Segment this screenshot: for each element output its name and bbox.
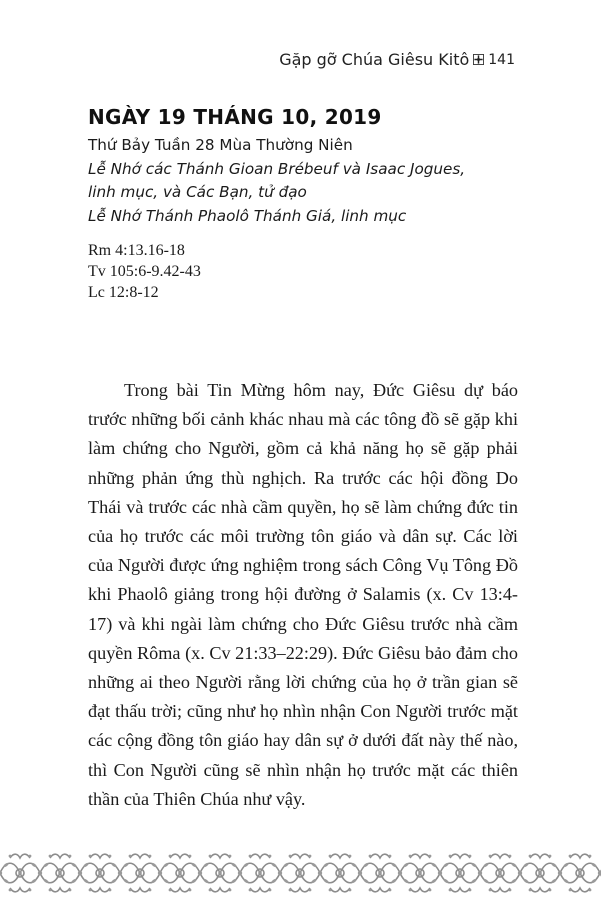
memorial-line: linh mục, và Các Bạn, tử đạo <box>88 183 307 201</box>
scripture-readings <box>88 240 201 303</box>
floral-border-ornament <box>0 848 601 898</box>
reading-reference: Rm 4:13.16-18 <box>88 242 185 259</box>
running-header <box>279 50 515 69</box>
date-heading: NGÀY 19 THÁNG 10, 2019 <box>88 105 382 129</box>
page-number: 141 <box>488 51 515 68</box>
memorial-line: Lễ Nhớ các Thánh Gioan Brébeuf và Isaac Jogues, <box>88 159 466 178</box>
reading-reference: Tv 105:6-9.42-43 <box>88 263 201 280</box>
book-title: Gặp gỡ Chúa Giêsu Kitô <box>279 50 470 69</box>
liturgy-block <box>88 134 465 228</box>
liturgical-day: Thứ Bảy Tuần 28 Mùa Thường Niên <box>88 136 353 154</box>
reflection-paragraph: Trong bài Tin Mừng hôm nay, Đức Giêsu dự báo trước những bối cảnh khác nhau mà các tông đồ sẽ gặp khi làm chứng cho Người, gồm cả khả năng họ sẽ gặp phải những phản ứng thù nghịch. Ra trước các hội đồng Do Thái và trước các nhà cầm quyền, họ sẽ làm chứng đức tin của họ trước các môi trường tôn giáo và dân sự. Các lời của Người được ứng nghiệm trong sách Công Vụ Tông Đồ khi Phaolô giảng trong hội đường ở Salamis (x. Cv 13:4-17) và khi ngài làm chứng cho Đức Giêsu trước nhà cầm quyền Rôma (x. Cv 21:33–22:29). Đức Giêsu bảo đảm cho những ai theo Người rằng lời chứng của họ ở trần gian sẽ đạt thấu trời; cũng như họ nhìn nhận Con Người trước mặt các cộng đồng tôn giáo hay dân sự ở dưới đất này thế nào, thì Con Người cũng sẽ nhìn nhận họ trước mặt các thiên thần của Thiên Chúa như vậy. <box>88 380 518 809</box>
memorial-line: Lễ Nhớ Thánh Phaolô Thánh Giá, linh mục <box>88 206 407 225</box>
cross-icon <box>473 54 484 65</box>
reading-reference: Lc 12:8-12 <box>88 284 159 301</box>
